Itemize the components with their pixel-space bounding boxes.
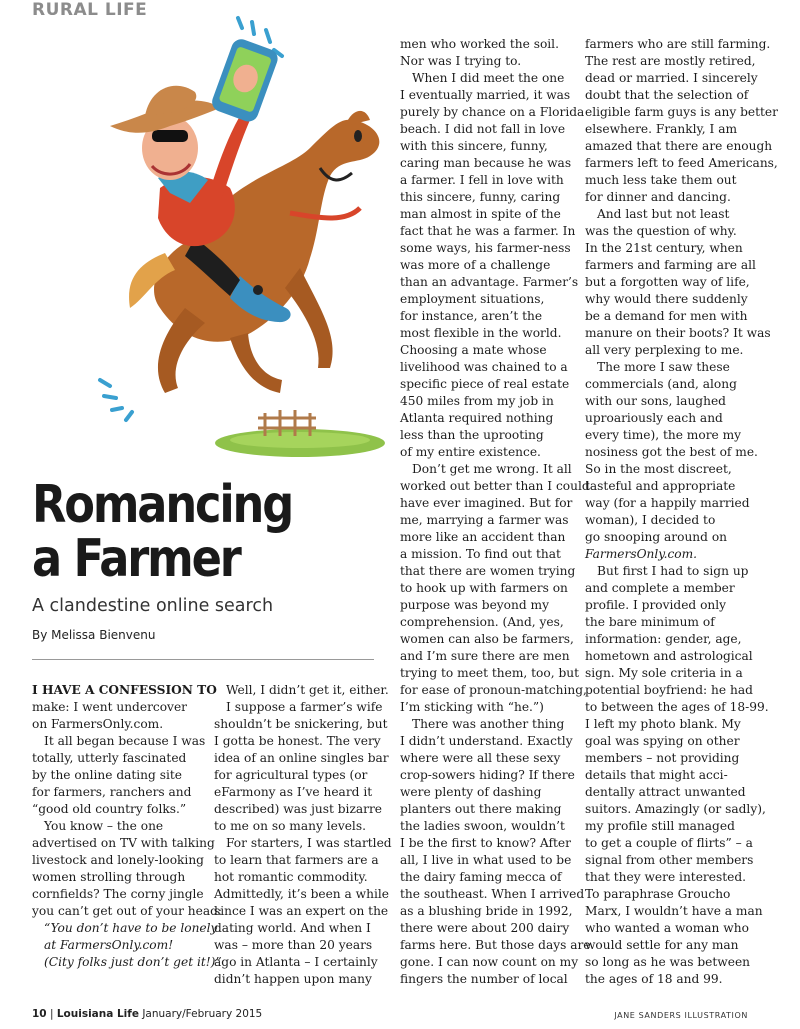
article-line: comprehension. (And, yes, (400, 615, 564, 629)
article-line: profile. I provided only (585, 598, 727, 612)
headline (32, 475, 324, 589)
article-line: It all began because I was (44, 734, 206, 748)
article-line: woman), I decided to (585, 513, 716, 527)
article-line: In the 21st century, when (585, 241, 743, 255)
article-line: signal from other members (585, 853, 754, 867)
article-line: Choosing a mate whose (400, 343, 547, 357)
article-line: crop-sowers hiding? If there (400, 768, 575, 782)
article-line: women can also be farmers, (400, 632, 574, 646)
article-line: a mission. To find out that (400, 547, 561, 561)
footer-separator: | (49, 1008, 54, 1020)
article-line: be a demand for men with (585, 309, 748, 323)
article-line: and I’m sure there are men (400, 649, 570, 663)
article-line: as a blushing bride in 1992, (400, 904, 573, 918)
article-line: women strolling through (32, 870, 186, 884)
article-line: hometown and astrological (585, 649, 753, 663)
article-line: elsewhere. Frankly, I am (585, 122, 738, 136)
article-line: with this sincere, funny, (400, 139, 548, 153)
section-label: RURAL LIFE (32, 0, 148, 20)
article-line: The rest are mostly retired, (585, 54, 756, 68)
article-line: And last but not least (597, 207, 730, 221)
article-line: I’m sticking with “he.”) (400, 700, 544, 714)
article-line: dating world. And when I (214, 921, 371, 935)
article-line: Atlanta required nothing (400, 411, 554, 425)
article-line: Well, I didn’t get it, either. (226, 683, 389, 697)
article-line: totally, utterly fascinated (32, 751, 187, 765)
article-line: man almost in spite of the (400, 207, 561, 221)
article-line: idea of an online singles bar (214, 751, 389, 765)
article-line: commercials (and, along (585, 377, 737, 391)
horse-leg-back (158, 308, 205, 393)
cowboy-horse-illustration (90, 8, 390, 468)
article-line: employment situations, (400, 292, 545, 306)
article-line: caring man because he was (400, 156, 572, 170)
article-line: I left my photo blank. My (585, 717, 741, 731)
article-line: a farmer. I fell in love with (400, 173, 564, 187)
article-line: way (for a happily married (585, 496, 750, 510)
headline-line-2: a Farmer (32, 529, 240, 589)
article-line: livestock and lonely-looking (32, 853, 204, 867)
article-line: gone. I can now count on my (400, 955, 579, 969)
illustration-credit: JANE SANDERS ILLUSTRATION (614, 1011, 748, 1020)
article-line: goal was spying on other (585, 734, 740, 748)
article-line: the dairy faming mecca of (400, 870, 562, 884)
article-line: Don’t get me wrong. It all (412, 462, 572, 476)
article-line: members – not providing (585, 751, 740, 765)
article-line: would settle for any man (585, 938, 739, 952)
article-line: by the online dating site (32, 768, 182, 782)
article-line: less than the uprooting (400, 428, 544, 442)
article-line: But first I had to sign up (597, 564, 749, 578)
article-line: that there are women trying (400, 564, 576, 578)
article-line: my profile still managed (585, 819, 735, 833)
article-line: make: I went undercover (32, 700, 187, 714)
article-line: much less take them out (585, 173, 737, 187)
article-line: “You don’t have to be lonely (44, 921, 218, 935)
article-line: farmers left to feed Americans, (585, 156, 778, 170)
article-line: this sincere, funny, caring (400, 190, 561, 204)
article-line: me, marrying a farmer was (400, 513, 569, 527)
article-line: the ladies swoon, wouldn’t (400, 819, 565, 833)
article-line: livelihood was chained to a (400, 360, 568, 374)
article-line: most flexible in the world. (400, 326, 562, 340)
article-line: was more of a challenge (400, 258, 551, 272)
article-line: didn’t happen upon many (214, 972, 372, 986)
article-line: nosiness got the best of me. (585, 445, 758, 459)
article-line: with our sons, laughed (585, 394, 726, 408)
byline: By Melissa Bienvenu (32, 628, 156, 642)
article-line: Admittedly, it’s been a while (214, 887, 389, 901)
article-line: was – more than 20 years (214, 938, 373, 952)
article-line: specific piece of real estate (400, 377, 570, 391)
article-line: I didn’t understand. Exactly (400, 734, 573, 748)
article-line: uproariously each and (585, 411, 723, 425)
article-line: eligible farm guys is any better (585, 105, 778, 119)
article-line: the bare minimum of (585, 615, 715, 629)
article-line: I be the first to know? After (400, 836, 571, 850)
article-line: potential boyfriend: he had (585, 683, 753, 697)
article-line: ago in Atlanta – I certainly (214, 955, 378, 969)
sunglasses-icon (152, 130, 188, 142)
article-line: When I did meet the one (412, 71, 565, 85)
article-line: the ages of 18 and 99. (585, 972, 723, 986)
article-line: to hook up with farmers on (400, 581, 568, 595)
article-line: than an advantage. Farmer’s (400, 275, 579, 289)
article-line: all very perplexing to me. (585, 343, 744, 357)
article-column-3 (400, 36, 591, 988)
article-line: so long as he was between (585, 955, 751, 969)
article-line: why would there suddenly (585, 292, 748, 306)
article-line: planters out there making (400, 802, 562, 816)
article-line: tasteful and appropriate (585, 479, 736, 493)
article-line: cornfields? The corny jingle (32, 887, 204, 901)
article-line: for ease of pronoun-matching, (400, 683, 587, 697)
issue-date: January/February 2015 (142, 1008, 263, 1020)
page-number: 10 (32, 1008, 47, 1020)
divider-rule (32, 659, 374, 660)
article-line: For starters, I was startled (226, 836, 392, 850)
article-line: eFarmony as I’ve heard it (214, 785, 373, 799)
article-line: farms here. But those days are (400, 938, 591, 952)
article-line: beach. I did not fall in love (400, 122, 566, 136)
article-line: purpose was beyond my (400, 598, 549, 612)
article-line: shouldn’t be snickering, but (214, 717, 388, 731)
article-line: men who worked the soil. (400, 37, 559, 51)
cowboy-arm (210, 116, 250, 198)
article-line: described) was just bizarre (214, 802, 382, 816)
article-line: the southeast. When I arrived (400, 887, 585, 901)
article-line: who wanted a woman who (585, 921, 749, 935)
article-line: details that might acci- (585, 768, 728, 782)
article-line: manure on their boots? It was (585, 326, 771, 340)
article-line: to learn that farmers are a (214, 853, 379, 867)
article-line: There was another thing (412, 717, 565, 731)
magazine-name: Louisiana Life (56, 1008, 139, 1020)
article-line: The more I saw these (597, 360, 730, 374)
article-line: all, I live in what used to be (400, 853, 572, 867)
article-line: You know – the one (44, 819, 164, 833)
article-line: dentally attract unwanted (585, 785, 746, 799)
article-line: but a forgotten way of life, (585, 275, 750, 289)
article-line: I suppose a farmer’s wife (226, 700, 383, 714)
article-line: that they were interested. (585, 870, 746, 884)
article-line: amazed that there are enough (585, 139, 773, 153)
article-line: dead or married. I sincerely (585, 71, 758, 85)
article-line: more like an accident than (400, 530, 566, 544)
article-column-1 (32, 682, 223, 971)
article-line: you can’t get out of your head: (32, 904, 223, 918)
article-line: to get a couple of flirts” – a (585, 836, 753, 850)
article-line: (City folks just don’t get it!)” (44, 955, 222, 969)
article-line: farmers and farming are all (585, 258, 756, 272)
article-line: information: gender, age, (585, 632, 742, 646)
article-column-2 (214, 682, 392, 988)
page-footer (32, 1008, 262, 1020)
article-line: to between the ages of 18-99. (585, 700, 769, 714)
article-line: To paraphrase Groucho (585, 887, 731, 901)
article-line: 450 miles from my job in (400, 394, 554, 408)
article-line: for instance, aren’t the (400, 309, 543, 323)
article-line: go snooping around on (585, 530, 728, 544)
article-line: suitors. Amazingly (or sadly), (585, 802, 766, 816)
article-line: advertised on TV with talking (32, 836, 215, 850)
article-line: where were all these sexy (400, 751, 561, 765)
article-line: I HAVE A CONFESSION TO (32, 683, 217, 697)
article-line: Marx, I wouldn’t have a man (585, 904, 763, 918)
article-line: for agricultural types (or (214, 768, 368, 782)
article-line: sign. My sole criteria in a (585, 666, 743, 680)
article-line: hot romantic commodity. (214, 870, 368, 884)
article-line: there were about 200 dairy (400, 921, 570, 935)
article-line: and complete a member (585, 581, 735, 595)
article-line: doubt that the selection of (585, 88, 749, 102)
article-line: FarmersOnly.com. (585, 547, 698, 561)
article-line: of my entire existence. (400, 445, 541, 459)
article-line: So in the most discreet, (585, 462, 732, 476)
subhead: A clandestine online search (32, 596, 274, 616)
article-line: fact that he was a farmer. In (400, 224, 576, 238)
article-line: some ways, his farmer-ness (400, 241, 571, 255)
article-line: Nor was I trying to. (400, 54, 522, 68)
article-line: since I was an expert on the (214, 904, 389, 918)
article-line: “good old country folks.” (32, 802, 187, 816)
article-line: I eventually married, it was (400, 88, 571, 102)
article-line: to me on so many levels. (214, 819, 366, 833)
article-line: I gotta be honest. The very (214, 734, 381, 748)
article-line: at FarmersOnly.com! (44, 938, 174, 952)
article-line: was the question of why. (585, 224, 737, 238)
article-line: trying to meet them, too, but (400, 666, 580, 680)
article-line: every time), the more my (585, 428, 742, 442)
article-line: fingers the number of local (400, 972, 568, 986)
article-line: worked out better than I could (400, 479, 590, 493)
article-line: were plenty of dashing (400, 785, 542, 799)
horse-leg-front (285, 268, 333, 368)
headline-line-1: Romancing (32, 475, 293, 535)
spur-icon (253, 285, 263, 295)
article-column-4 (585, 36, 778, 988)
article-line: purely by chance on a Florida (400, 105, 585, 119)
article-line: on FarmersOnly.com. (32, 717, 164, 731)
article-line: for farmers, ranchers and (32, 785, 192, 799)
article-line: have ever imagined. But for (400, 496, 573, 510)
article-line: farmers who are still farming. (585, 37, 771, 51)
article-line: for dinner and dancing. (585, 190, 731, 204)
smartphone-icon (209, 36, 280, 124)
